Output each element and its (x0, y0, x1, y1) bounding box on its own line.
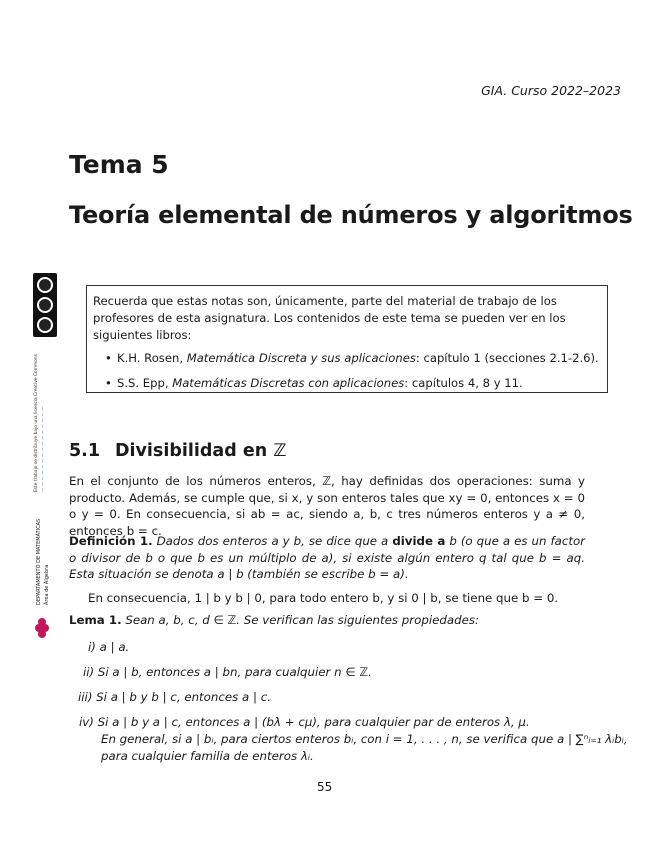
university-logo-icon (35, 617, 49, 639)
page-number: 55 (317, 780, 333, 794)
by-circle-icon (37, 297, 53, 313)
cc-license-icon (33, 273, 57, 337)
lemma: Lema 1. Sean a, b, c, d ∈ ℤ. Se verifican las siguientes propiedades: (69, 613, 479, 627)
paragraph: En consecuencia, 1 | b y b | 0, para todo entero b, y si 0 | b, se tiene que b = 0. (88, 591, 559, 605)
lemma-item: iv) Si a | b y a | c, entonces a | (bλ + cμ), para cualquier par de enteros λ, μ. (79, 715, 530, 729)
license-text: Este trabajo se distribuye bajo una licencia Creative Commons (34, 354, 39, 492)
cc-circle-icon (37, 277, 53, 293)
book-list (93, 350, 601, 392)
book-item: • K.H. Rosen, Matemática Discreta y sus aplicaciones: capítulo 1 (secciones 2.1-2.6). (107, 350, 601, 367)
lemma-item: iii) Si a | b y b | c, entonces a | c. (78, 690, 271, 704)
lemma-item-cont: En general, si a | bᵢ, para ciertos enteros bᵢ, con i = 1, . . . , n, se verifica que a | ∑ⁿᵢ₌₁ λᵢbᵢ, (101, 732, 628, 746)
chapter-number: Tema 5 (69, 150, 169, 179)
license-text-2: — — — — — — — — — — — — — — — (41, 406, 46, 492)
definition: Definición 1. Dados dos enteros a y b, se dice que a divide a b (o que a es un factor o divisor de b o que b es un múltiplo de a), si existe algún entero q tal que b = aq. Esta situación se denota a | b (también se escribe b = a). (69, 534, 586, 582)
book-item: • S.S. Epp, Matemáticas Discretas con aplicaciones: capítulos 4, 8 y 11. (107, 375, 601, 392)
lemma-label: Lema 1. (69, 613, 122, 627)
section-number: 5.1 (69, 441, 101, 461)
section-title: Divisibilidad en ℤ (115, 441, 287, 461)
dept-line-2: Área de Álgebra (44, 564, 50, 605)
lemma-item: i) a | a. (88, 640, 130, 654)
dept-line-1: DEPARTAMENTO DE MATEMÁTICAS (36, 518, 42, 605)
chapter-title: Teoría elemental de números y algoritmos (69, 201, 633, 229)
notes-box (86, 285, 608, 393)
section-heading (69, 441, 286, 461)
paragraph: En el conjunto de los números enteros, ℤ, hay definidas dos operaciones: suma y producto. Además, se cumple que, si x, y son enteros tales que xy = 0, entonces x = 0 o y = 0. En consecuencia, si ab = ac, siendo a, b, c tres números enteros y a ≠ 0, entonces b = c. (69, 474, 585, 538)
nc-circle-icon (37, 317, 53, 333)
definition-label: Definición 1. (69, 534, 153, 548)
running-header: GIA. Curso 2022–2023 (481, 83, 621, 98)
notes-intro: Recuerda que estas notas son, únicamente, parte del material de trabajo de los profesores de esta asignatura. Los contenidos de este tema se pueden ver en los siguientes libros: (93, 294, 566, 342)
lemma-item-cont: para cualquier familia de enteros λᵢ. (101, 749, 314, 763)
lemma-item: ii) Si a | b, entonces a | bn, para cualquier n ∈ ℤ. (83, 665, 372, 679)
